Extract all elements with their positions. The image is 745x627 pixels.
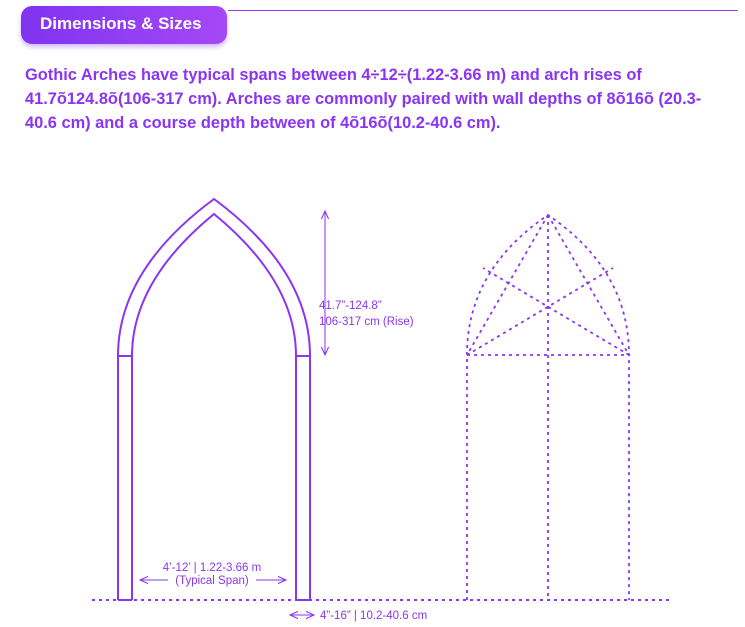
construction-diagonal-right: [548, 215, 629, 355]
span-label-caption: (Typical Span): [175, 575, 249, 587]
span-label-values: 4’-12’ | 1.22-3.66 m: [162, 562, 262, 574]
depth-label: 4”-16” | 10.2-40.6 cm: [320, 610, 428, 622]
gothic-arch-solid: [118, 199, 310, 600]
construction-radius-right: [467, 268, 613, 355]
dimensions-tab-label: Dimensions & Sizes: [40, 14, 202, 33]
arch-outer-outline: [118, 199, 310, 600]
dimensions-description: Gothic Arches have typical spans between 4÷12÷(1.22-3.66 m) and arch rises of 41.7õ124.8õ(106-317 cm). Arches are commonly paired with wall depths of 8õ16õ (20.3-40.6 cm) and a course depth between of 4õ16õ(10.2-40.6 cm).: [25, 66, 702, 132]
construction-radius-left: [483, 268, 629, 355]
construction-diagonal-left: [467, 215, 548, 355]
gothic-arch-construction: [467, 215, 629, 600]
rise-label-metric: 106-317 cm (Rise): [319, 316, 414, 328]
arch-inner-outline: [132, 214, 296, 600]
rise-label-imperial: 41.7”-124.8”: [319, 300, 382, 312]
